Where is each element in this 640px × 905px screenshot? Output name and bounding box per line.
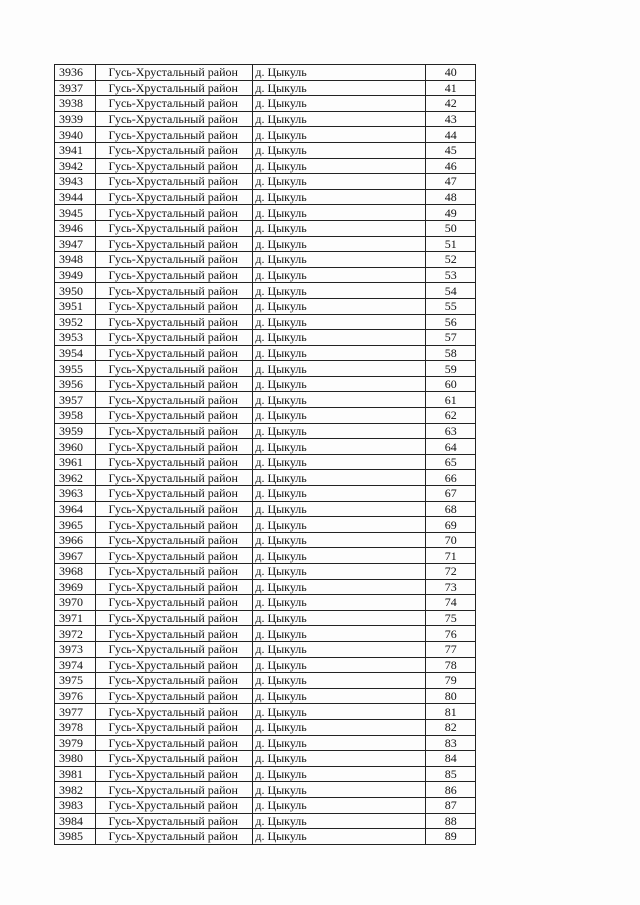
locality-cell: д. Цыкуль: [253, 782, 426, 798]
row-number-cell: 3954: [55, 345, 96, 361]
registry-table-body: [55, 65, 476, 845]
locality-cell: д. Цыкуль: [253, 174, 426, 190]
locality-cell: д. Цыкуль: [253, 766, 426, 782]
plot-number-cell: 40: [426, 65, 476, 81]
district-cell: Гусь-Хрустальный район: [96, 641, 253, 657]
table-row: [55, 595, 476, 611]
plot-number-cell: 69: [426, 517, 476, 533]
district-cell: Гусь-Хрустальный район: [96, 174, 253, 190]
locality-cell: д. Цыкуль: [253, 610, 426, 626]
district-cell: Гусь-Хрустальный район: [96, 298, 253, 314]
plot-number-cell: 68: [426, 501, 476, 517]
locality-cell: д. Цыкуль: [253, 751, 426, 767]
plot-number-cell: 78: [426, 657, 476, 673]
row-number-cell: 3962: [55, 470, 96, 486]
locality-cell: д. Цыкуль: [253, 376, 426, 392]
plot-number-cell: 58: [426, 345, 476, 361]
table-row: [55, 314, 476, 330]
table-row: [55, 610, 476, 626]
plot-number-cell: 55: [426, 298, 476, 314]
district-cell: Гусь-Хрустальный район: [96, 470, 253, 486]
table-row: [55, 158, 476, 174]
district-cell: Гусь-Хрустальный район: [96, 220, 253, 236]
table-row: [55, 641, 476, 657]
district-cell: Гусь-Хрустальный район: [96, 626, 253, 642]
row-number-cell: 3941: [55, 142, 96, 158]
district-cell: Гусь-Хрустальный район: [96, 314, 253, 330]
row-number-cell: 3964: [55, 501, 96, 517]
table-row: [55, 829, 476, 845]
district-cell: Гусь-Хрустальный район: [96, 501, 253, 517]
row-number-cell: 3949: [55, 267, 96, 283]
row-number-cell: 3978: [55, 719, 96, 735]
plot-number-cell: 53: [426, 267, 476, 283]
table-row: [55, 330, 476, 346]
district-cell: Гусь-Хрустальный район: [96, 657, 253, 673]
row-number-cell: 3957: [55, 392, 96, 408]
district-cell: Гусь-Хрустальный район: [96, 486, 253, 502]
district-cell: Гусь-Хрустальный район: [96, 735, 253, 751]
locality-cell: д. Цыкуль: [253, 579, 426, 595]
plot-number-cell: 80: [426, 688, 476, 704]
plot-number-cell: 59: [426, 361, 476, 377]
district-cell: Гусь-Хрустальный район: [96, 532, 253, 548]
plot-number-cell: 89: [426, 829, 476, 845]
district-cell: Гусь-Хрустальный район: [96, 330, 253, 346]
district-cell: Гусь-Хрустальный район: [96, 719, 253, 735]
registry-table: [54, 64, 476, 845]
row-number-cell: 3973: [55, 641, 96, 657]
table-row: [55, 65, 476, 81]
row-number-cell: 3963: [55, 486, 96, 502]
row-number-cell: 3945: [55, 205, 96, 221]
locality-cell: д. Цыкуль: [253, 595, 426, 611]
plot-number-cell: 45: [426, 142, 476, 158]
locality-cell: д. Цыкуль: [253, 797, 426, 813]
locality-cell: д. Цыкуль: [253, 704, 426, 720]
locality-cell: д. Цыкуль: [253, 158, 426, 174]
table-row: [55, 735, 476, 751]
table-row: [55, 751, 476, 767]
district-cell: Гусь-Хрустальный район: [96, 111, 253, 127]
locality-cell: д. Цыкуль: [253, 548, 426, 564]
table-row: [55, 174, 476, 190]
plot-number-cell: 43: [426, 111, 476, 127]
district-cell: Гусь-Хрустальный район: [96, 65, 253, 81]
locality-cell: д. Цыкуль: [253, 470, 426, 486]
row-number-cell: 3946: [55, 220, 96, 236]
row-number-cell: 3944: [55, 189, 96, 205]
district-cell: Гусь-Хрустальный район: [96, 813, 253, 829]
locality-cell: д. Цыкуль: [253, 673, 426, 689]
plot-number-cell: 76: [426, 626, 476, 642]
row-number-cell: 3975: [55, 673, 96, 689]
district-cell: Гусь-Хрустальный район: [96, 517, 253, 533]
district-cell: Гусь-Хрустальный район: [96, 80, 253, 96]
district-cell: Гусь-Хрустальный район: [96, 610, 253, 626]
row-number-cell: 3960: [55, 439, 96, 455]
plot-number-cell: 61: [426, 392, 476, 408]
plot-number-cell: 57: [426, 330, 476, 346]
row-number-cell: 3953: [55, 330, 96, 346]
row-number-cell: 3981: [55, 766, 96, 782]
table-row: [55, 657, 476, 673]
row-number-cell: 3979: [55, 735, 96, 751]
district-cell: Гусь-Хрустальный район: [96, 564, 253, 580]
locality-cell: д. Цыкуль: [253, 80, 426, 96]
plot-number-cell: 56: [426, 314, 476, 330]
locality-cell: д. Цыкуль: [253, 314, 426, 330]
plot-number-cell: 49: [426, 205, 476, 221]
locality-cell: д. Цыкуль: [253, 236, 426, 252]
locality-cell: д. Цыкуль: [253, 220, 426, 236]
row-number-cell: 3942: [55, 158, 96, 174]
district-cell: Гусь-Хрустальный район: [96, 189, 253, 205]
plot-number-cell: 42: [426, 96, 476, 112]
district-cell: Гусь-Хрустальный район: [96, 751, 253, 767]
plot-number-cell: 64: [426, 439, 476, 455]
table-row: [55, 719, 476, 735]
district-cell: Гусь-Хрустальный район: [96, 142, 253, 158]
row-number-cell: 3971: [55, 610, 96, 626]
locality-cell: д. Цыкуль: [253, 392, 426, 408]
locality-cell: д. Цыкуль: [253, 813, 426, 829]
table-row: [55, 80, 476, 96]
district-cell: Гусь-Хрустальный район: [96, 704, 253, 720]
table-row: [55, 501, 476, 517]
table-row: [55, 517, 476, 533]
table-row: [55, 673, 476, 689]
table-row: [55, 454, 476, 470]
table-row: [55, 766, 476, 782]
row-number-cell: 3936: [55, 65, 96, 81]
table-row: [55, 127, 476, 143]
district-cell: Гусь-Хрустальный район: [96, 829, 253, 845]
district-cell: Гусь-Хрустальный район: [96, 205, 253, 221]
row-number-cell: 3972: [55, 626, 96, 642]
plot-number-cell: 82: [426, 719, 476, 735]
plot-number-cell: 62: [426, 408, 476, 424]
locality-cell: д. Цыкуль: [253, 361, 426, 377]
district-cell: Гусь-Хрустальный район: [96, 376, 253, 392]
table-row: [55, 205, 476, 221]
district-cell: Гусь-Хрустальный район: [96, 548, 253, 564]
locality-cell: д. Цыкуль: [253, 298, 426, 314]
row-number-cell: 3984: [55, 813, 96, 829]
locality-cell: д. Цыкуль: [253, 345, 426, 361]
row-number-cell: 3974: [55, 657, 96, 673]
plot-number-cell: 77: [426, 641, 476, 657]
table-row: [55, 564, 476, 580]
locality-cell: д. Цыкуль: [253, 408, 426, 424]
district-cell: Гусь-Хрустальный район: [96, 595, 253, 611]
locality-cell: д. Цыкуль: [253, 641, 426, 657]
table-row: [55, 142, 476, 158]
table-row: [55, 704, 476, 720]
plot-number-cell: 73: [426, 579, 476, 595]
locality-cell: д. Цыкуль: [253, 532, 426, 548]
row-number-cell: 3950: [55, 283, 96, 299]
row-number-cell: 3982: [55, 782, 96, 798]
district-cell: Гусь-Хрустальный район: [96, 439, 253, 455]
district-cell: Гусь-Хрустальный район: [96, 345, 253, 361]
table-row: [55, 111, 476, 127]
district-cell: Гусь-Хрустальный район: [96, 283, 253, 299]
plot-number-cell: 86: [426, 782, 476, 798]
row-number-cell: 3937: [55, 80, 96, 96]
plot-number-cell: 74: [426, 595, 476, 611]
table-row: [55, 439, 476, 455]
district-cell: Гусь-Хрустальный район: [96, 392, 253, 408]
plot-number-cell: 50: [426, 220, 476, 236]
locality-cell: д. Цыкуль: [253, 330, 426, 346]
district-cell: Гусь-Хрустальный район: [96, 252, 253, 268]
locality-cell: д. Цыкуль: [253, 517, 426, 533]
locality-cell: д. Цыкуль: [253, 439, 426, 455]
plot-number-cell: 46: [426, 158, 476, 174]
plot-number-cell: 54: [426, 283, 476, 299]
table-row: [55, 220, 476, 236]
plot-number-cell: 44: [426, 127, 476, 143]
table-row: [55, 423, 476, 439]
locality-cell: д. Цыкуль: [253, 564, 426, 580]
locality-cell: д. Цыкуль: [253, 252, 426, 268]
row-number-cell: 3969: [55, 579, 96, 595]
district-cell: Гусь-Хрустальный район: [96, 361, 253, 377]
plot-number-cell: 84: [426, 751, 476, 767]
plot-number-cell: 75: [426, 610, 476, 626]
district-cell: Гусь-Хрустальный район: [96, 766, 253, 782]
locality-cell: д. Цыкуль: [253, 454, 426, 470]
row-number-cell: 3985: [55, 829, 96, 845]
plot-number-cell: 41: [426, 80, 476, 96]
plot-number-cell: 72: [426, 564, 476, 580]
row-number-cell: 3952: [55, 314, 96, 330]
row-number-cell: 3961: [55, 454, 96, 470]
district-cell: Гусь-Хрустальный район: [96, 688, 253, 704]
row-number-cell: 3965: [55, 517, 96, 533]
district-cell: Гусь-Хрустальный район: [96, 579, 253, 595]
row-number-cell: 3938: [55, 96, 96, 112]
row-number-cell: 3951: [55, 298, 96, 314]
district-cell: Гусь-Хрустальный район: [96, 454, 253, 470]
plot-number-cell: 48: [426, 189, 476, 205]
plot-number-cell: 63: [426, 423, 476, 439]
plot-number-cell: 66: [426, 470, 476, 486]
row-number-cell: 3955: [55, 361, 96, 377]
locality-cell: д. Цыкуль: [253, 657, 426, 673]
table-row: [55, 486, 476, 502]
row-number-cell: 3977: [55, 704, 96, 720]
table-row: [55, 361, 476, 377]
plot-number-cell: 51: [426, 236, 476, 252]
table-row: [55, 470, 476, 486]
district-cell: Гусь-Хрустальный район: [96, 408, 253, 424]
district-cell: Гусь-Хрустальный район: [96, 797, 253, 813]
locality-cell: д. Цыкуль: [253, 719, 426, 735]
row-number-cell: 3958: [55, 408, 96, 424]
locality-cell: д. Цыкуль: [253, 626, 426, 642]
locality-cell: д. Цыкуль: [253, 283, 426, 299]
plot-number-cell: 71: [426, 548, 476, 564]
row-number-cell: 3966: [55, 532, 96, 548]
locality-cell: д. Цыкуль: [253, 829, 426, 845]
row-number-cell: 3976: [55, 688, 96, 704]
row-number-cell: 3948: [55, 252, 96, 268]
table-row: [55, 579, 476, 595]
locality-cell: д. Цыкуль: [253, 501, 426, 517]
locality-cell: д. Цыкуль: [253, 486, 426, 502]
locality-cell: д. Цыкуль: [253, 423, 426, 439]
plot-number-cell: 83: [426, 735, 476, 751]
row-number-cell: 3967: [55, 548, 96, 564]
table-row: [55, 408, 476, 424]
table-row: [55, 267, 476, 283]
locality-cell: д. Цыкуль: [253, 96, 426, 112]
table-row: [55, 548, 476, 564]
locality-cell: д. Цыкуль: [253, 735, 426, 751]
district-cell: Гусь-Хрустальный район: [96, 158, 253, 174]
table-row: [55, 283, 476, 299]
row-number-cell: 3956: [55, 376, 96, 392]
row-number-cell: 3980: [55, 751, 96, 767]
plot-number-cell: 81: [426, 704, 476, 720]
plot-number-cell: 88: [426, 813, 476, 829]
table-row: [55, 189, 476, 205]
plot-number-cell: 79: [426, 673, 476, 689]
plot-number-cell: 67: [426, 486, 476, 502]
plot-number-cell: 60: [426, 376, 476, 392]
district-cell: Гусь-Хрустальный район: [96, 127, 253, 143]
locality-cell: д. Цыкуль: [253, 205, 426, 221]
row-number-cell: 3959: [55, 423, 96, 439]
district-cell: Гусь-Хрустальный район: [96, 423, 253, 439]
district-cell: Гусь-Хрустальный район: [96, 267, 253, 283]
table-row: [55, 532, 476, 548]
row-number-cell: 3943: [55, 174, 96, 190]
table-row: [55, 813, 476, 829]
district-cell: Гусь-Хрустальный район: [96, 782, 253, 798]
table-row: [55, 782, 476, 798]
locality-cell: д. Цыкуль: [253, 127, 426, 143]
row-number-cell: 3983: [55, 797, 96, 813]
district-cell: Гусь-Хрустальный район: [96, 673, 253, 689]
district-cell: Гусь-Хрустальный район: [96, 96, 253, 112]
plot-number-cell: 70: [426, 532, 476, 548]
locality-cell: д. Цыкуль: [253, 111, 426, 127]
row-number-cell: 3947: [55, 236, 96, 252]
table-row: [55, 252, 476, 268]
locality-cell: д. Цыкуль: [253, 267, 426, 283]
table-row: [55, 626, 476, 642]
table-row: [55, 688, 476, 704]
table-row: [55, 376, 476, 392]
table-row: [55, 392, 476, 408]
plot-number-cell: 47: [426, 174, 476, 190]
locality-cell: д. Цыкуль: [253, 688, 426, 704]
locality-cell: д. Цыкуль: [253, 189, 426, 205]
row-number-cell: 3940: [55, 127, 96, 143]
table-row: [55, 797, 476, 813]
table-row: [55, 345, 476, 361]
district-cell: Гусь-Хрустальный район: [96, 236, 253, 252]
locality-cell: д. Цыкуль: [253, 142, 426, 158]
table-row: [55, 96, 476, 112]
plot-number-cell: 87: [426, 797, 476, 813]
plot-number-cell: 65: [426, 454, 476, 470]
locality-cell: д. Цыкуль: [253, 65, 426, 81]
plot-number-cell: 52: [426, 252, 476, 268]
plot-number-cell: 85: [426, 766, 476, 782]
row-number-cell: 3968: [55, 564, 96, 580]
row-number-cell: 3970: [55, 595, 96, 611]
table-row: [55, 298, 476, 314]
table-row: [55, 236, 476, 252]
row-number-cell: 3939: [55, 111, 96, 127]
